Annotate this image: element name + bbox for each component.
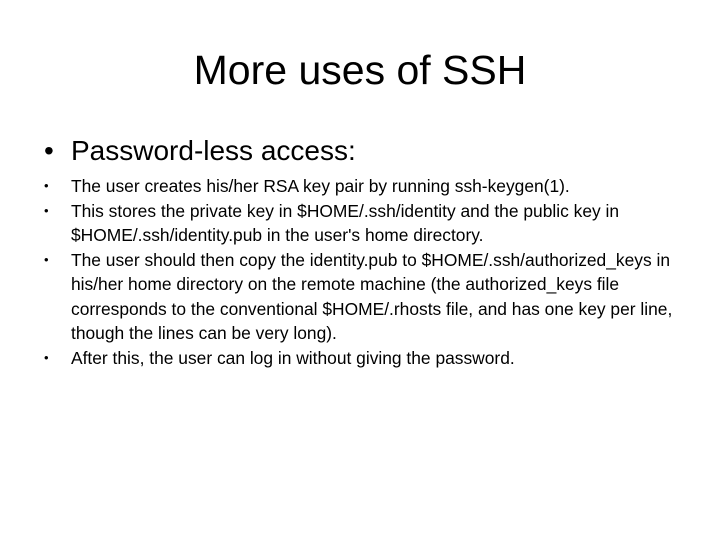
slide-title: More uses of SSH — [193, 47, 527, 93]
sub-bullet-list — [44, 174, 684, 370]
bullet-icon: • — [44, 202, 49, 218]
sub-point-text: The user creates his/her RSA key pair by running ssh-keygen(1). — [71, 176, 570, 196]
sub-point-text: This stores the private key in $HOME/.ssh/identity and the public key in $HOME/.ssh/identity.pub in the user's home directory. — [71, 200, 620, 245]
main-point-text: Password-less access: — [71, 135, 356, 166]
bullet-icon: • — [44, 349, 49, 365]
sub-bullet-item — [44, 199, 684, 248]
sub-point-text: The user should then copy the identity.pub to $HOME/.ssh/authorized_keys in his/her home directory on the remote machine (the authorized_keys file corresponds to the conventional $HOME/.rhosts file, and has one key per line, though the lines can be very long). — [71, 249, 673, 343]
sub-bullet-item — [44, 174, 684, 199]
main-bullet-list — [44, 134, 684, 168]
sub-bullet-item — [44, 248, 684, 346]
bullet-icon: • — [44, 135, 54, 166]
sub-bullet-item — [44, 346, 684, 371]
main-bullet-item — [44, 134, 684, 168]
bullet-icon: • — [44, 251, 49, 267]
sub-point-text: After this, the user can log in without giving the password. — [71, 347, 515, 368]
bullet-icon: • — [44, 178, 49, 193]
